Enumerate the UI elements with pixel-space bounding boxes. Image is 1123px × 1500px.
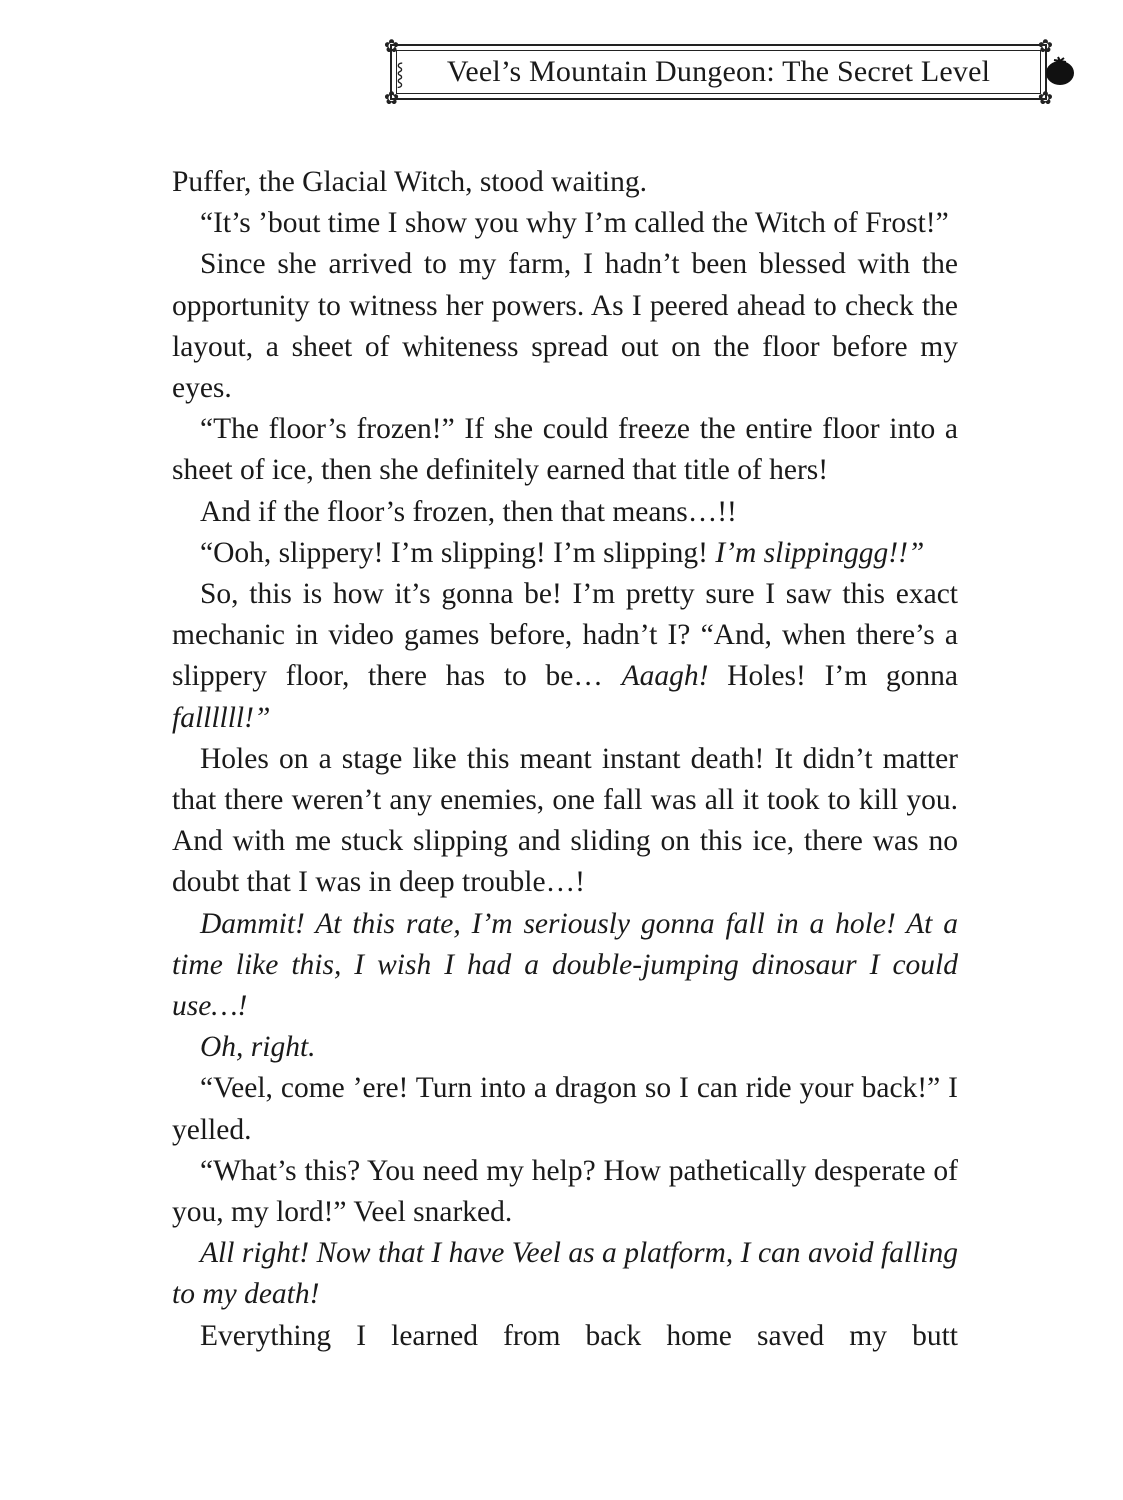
tomato-icon [1043,54,1077,88]
italic-text: Dammit! At this rate, I’m seriously gonna fall in a hole! At a time like this, I wish I had a double-jumping dinosaur I could use…! [172,907,958,1023]
text-run: And if the floor’s frozen, then that means…!! [200,495,737,528]
text-run: So, this is how it’s gonna be! I’m pretty sure I saw this exact mechanic in video games before, hadn’t I? “And, when there’s a slippery floor, there has to be… [172,578,958,693]
paragraph [172,162,958,203]
text-run: Puffer, the Glacial Witch, stood waiting. [172,166,647,198]
paragraph [172,533,958,574]
italic-text: I’m slippinggg!!” [715,536,925,569]
text-run: “Veel, come ’ere! Turn into a dragon so I can ride your back!” I yelled. [172,1072,958,1146]
text-run: Holes on a stage like this meant instant death! It didn’t matter that there weren’t any enemies, one fall was all it took to kill you. And with me stuck slipping and sliding on this ice, there was no doubt that I was in deep trouble…! [172,742,958,899]
text-run: Everything I learned from back home saved my butt [200,1319,958,1352]
header-title: Veel’s Mountain Dungeon: The Secret Level [446,55,991,88]
paragraph [172,409,958,491]
italic-text: fallllll!” [172,701,271,734]
paragraph [172,1316,958,1357]
corner-ornament-icon: ✿ [1037,88,1053,108]
text-run: “What’s this? You need my help? How pathetically desperate of you, my lord!” Veel snarked. [172,1154,958,1229]
corner-ornament-icon: ✿ [1037,36,1053,56]
paragraph [172,1027,958,1068]
paragraph [172,574,958,739]
text-run: Holes! I’m gonna [708,660,958,693]
paragraph [172,1151,958,1233]
italic-text: Aaagh! [621,660,709,693]
text-run: “The floor’s frozen!” If she could freeze the entire floor into a sheet of ice, then she definitely earned that title of hers! [172,413,958,487]
text-run: “Ooh, slippery! I’m slipping! I’m slipping! [200,536,716,569]
side-flourish-icon: ⸾ [396,61,404,86]
paragraph [172,203,958,244]
text-run: Since she arrived to my farm, I hadn’t been blessed with the opportunity to witness her powers. As I peered ahead to check the layout, a sheet of whiteness spread out on the floor before my eyes. [172,248,958,405]
italic-text: Oh, right. [200,1031,316,1064]
paragraph [172,1233,958,1315]
italic-text: All right! Now that I have Veel as a platform, I can avoid falling to my death! [172,1237,958,1311]
corner-ornament-icon: ✿ [384,88,400,108]
paragraph [172,904,958,1028]
corner-ornament-icon: ✿ [384,36,400,56]
paragraph [172,739,958,904]
running-header [384,36,1053,108]
text-run: “It’s ’bout time I show you why I’m called the Witch of Frost!” [200,207,949,240]
paragraph [172,244,958,409]
paragraph [172,492,958,533]
body-text [172,162,958,1357]
paragraph [172,1068,958,1150]
